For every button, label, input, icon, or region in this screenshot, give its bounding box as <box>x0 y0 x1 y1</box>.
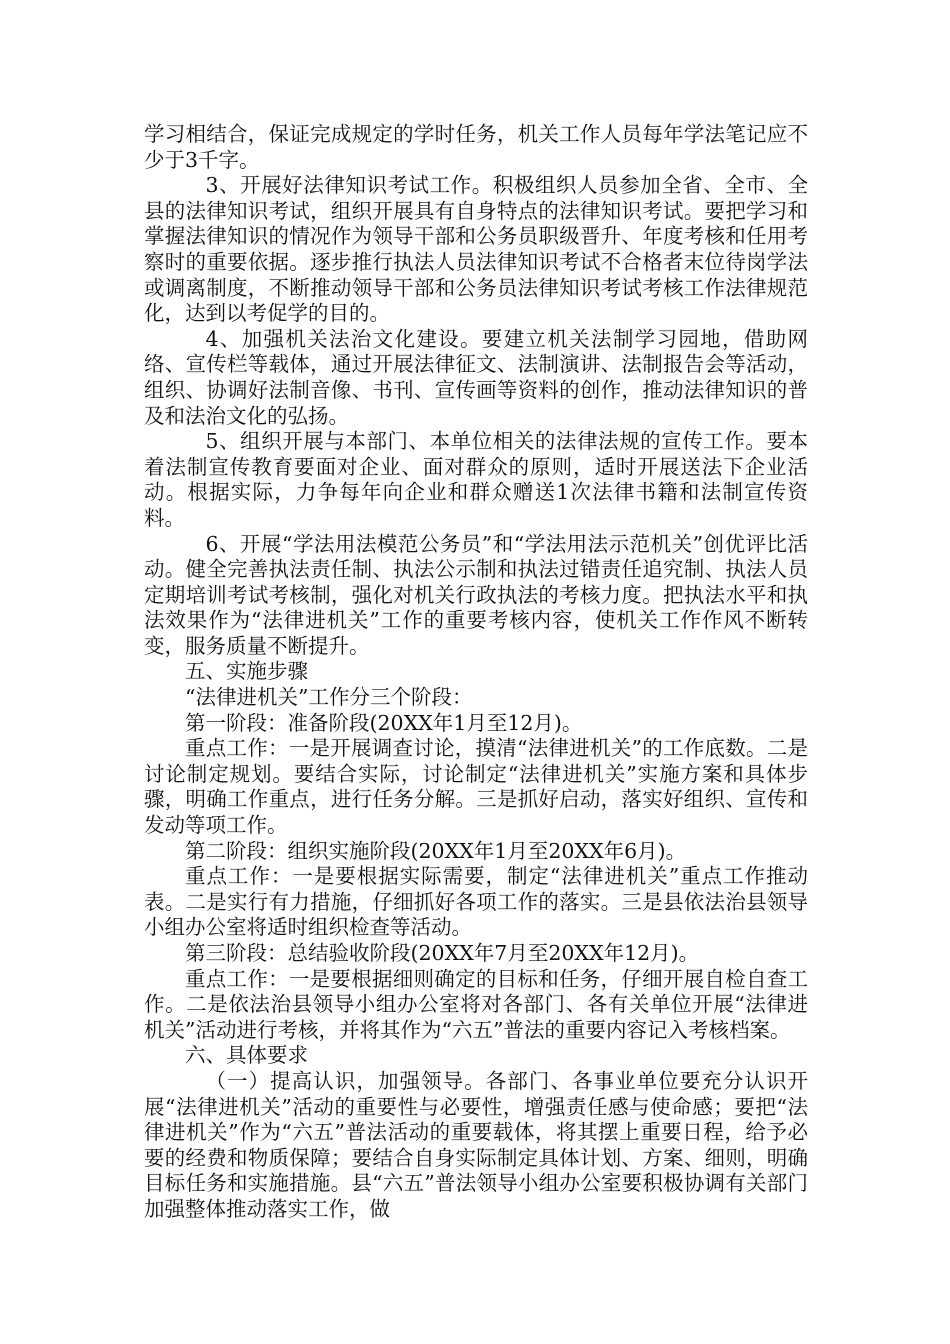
stage-2-title: 第二阶段：组织实施阶段(20XX年1月至20XX年6月)。 <box>185 838 687 863</box>
paragraph-stages-intro: “法律进机关”工作分三个阶段： <box>185 685 473 710</box>
paragraph-item-5: 5、组织开展与本部门、本单位相关的法律法规的宣传工作。要本着法制宣传教育要面对企业、面对群众的原则，适时开展送法下企业活动。根据实际，力争每年向企业和群众赠送1次法律书籍和法制宣传资料。 <box>144 429 808 530</box>
paragraph-continuation: 学习相结合，保证完成规定的学时任务，机关工作人员每年学法笔记应不少于3千字。 <box>144 122 808 172</box>
stage-1-content: 重点工作：一是开展调查讨论，摸清“法律进机关”的工作底数。二是讨论制定规划。要结合实际，讨论制定“法律进机关”实施方案和具体步骤，明确工作重点，进行任务分解。三是抓好启动，落实好组织、宣传和发动等项工作。 <box>144 736 808 838</box>
section-heading-5: 五、实施步骤 <box>185 659 308 684</box>
stage-2-content: 重点工作：一是要根据实际需要，制定“法律进机关”重点工作推动表。二是实行有力措施，仔细抓好各项工作的落实。三是县依法治县领导小组办公室将适时组织检查等活动。 <box>144 864 808 940</box>
stage-1-title: 第一阶段：准备阶段(20XX年1月至12月)。 <box>185 710 583 735</box>
paragraph-item-4: 4、加强机关法治文化建设。要建立机关法制学习园地，借助网络、宣传栏等载体，通过开展法律征文、法制演讲、法制报告会等活动，组织、协调好法制音像、书刊、宣传画等资料的创作，推动法律知识的普及和法治文化的弘扬。 <box>144 326 808 428</box>
stage-3-content: 重点工作：一是要根据细则确定的目标和任务，仔细开展自检自查工作。二是依法治县领导小组办公室将对各部门、各有关单位开展“法律进机关”活动进行考核，并将其作为“六五”普法的重要内容记入考核档案。 <box>144 966 808 1042</box>
paragraph-item-3: 3、开展好法律知识考试工作。积极组织人员参加全省、全市、全县的法律知识考试，组织开展具有自身特点的法律知识考试。要把学习和掌握法律知识的情况作为领导干部和公务员职级晋升、年度考核和任用考察时的重要依据。逐步推行执法人员法律知识考试不合格者末位待岗学法或调离制度，不断推动领导干部和公务员法律知识考试考核工作法律规范化，达到以考促学的目的。 <box>144 173 808 326</box>
stage-3-title: 第三阶段：总结验收阶段(20XX年7月至20XX年12月)。 <box>185 941 700 965</box>
requirement-1: （一）提高认识，加强领导。各部门、各事业单位要充分认识开展“法律进机关”活动的重要性与必要性，增强责任感与使命感；要把“法律进机关”作为“六五”普法活动的重要载体，将其摆上重要日程，给予必要的经费和物质保障；要结合自身实际制定具体计划、方案、细则，明确目标任务和实施措施。县“六五”普法领导小组办公室要积极协调有关部门加强整体推动落实工作，做 <box>144 1068 808 1221</box>
section-heading-6: 六、具体要求 <box>185 1043 308 1068</box>
document-page <box>144 122 808 1223</box>
paragraph-item-6: 6、开展“学法用法模范公务员”和“学法用法示范机关”创优评比活动。健全完善执法责任制、执法公示制和执法过错责任追究制、执法人员定期培训考试考核制，强化对机关行政执法的考核力度。把执法水平和执法效果作为“法律进机关”工作的重要考核内容，使机关工作作风不断转变，服务质量不断提升。 <box>144 531 808 658</box>
